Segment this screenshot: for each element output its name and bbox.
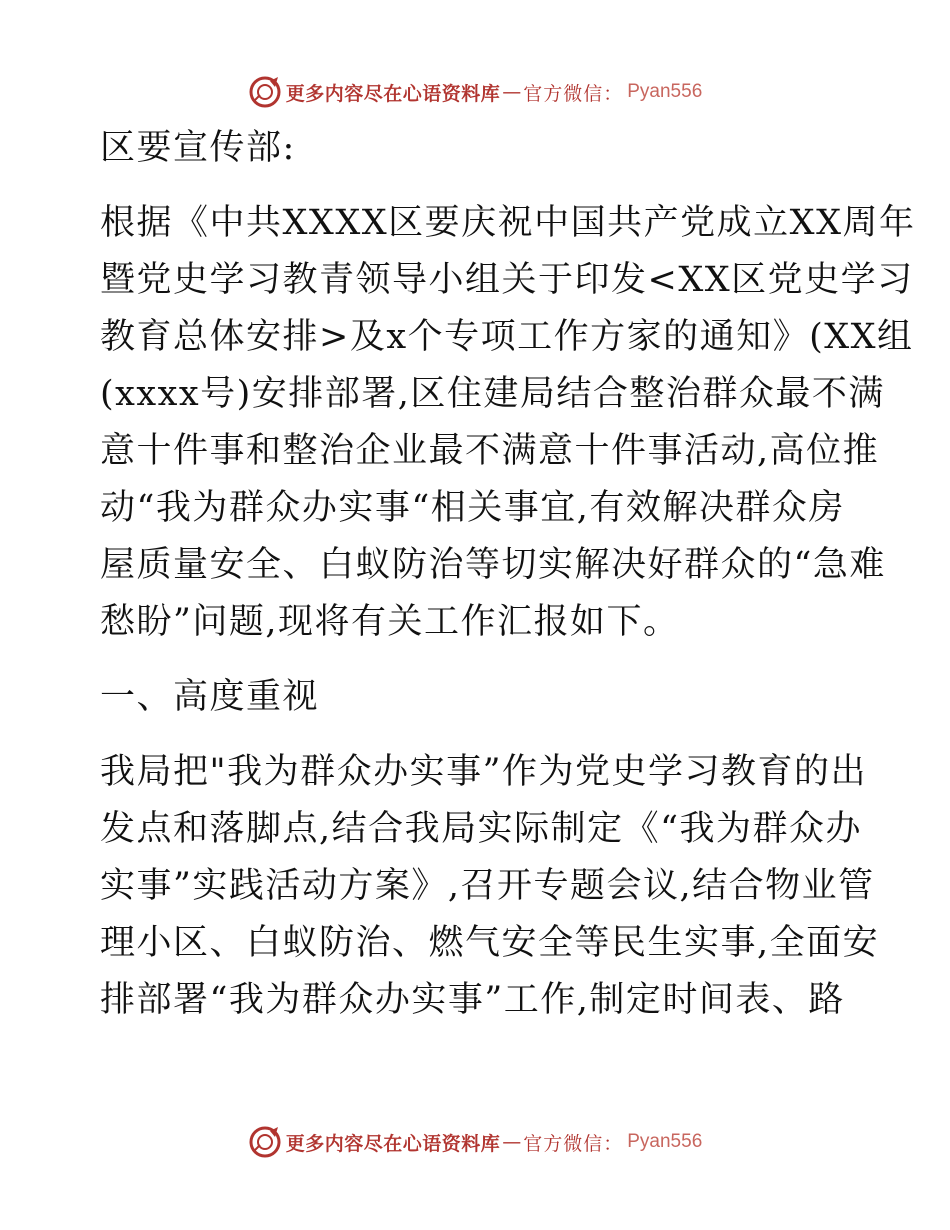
brand-name: 更多内容尽在心语资料库 xyxy=(285,1132,501,1155)
banner-separator: — xyxy=(502,1131,522,1153)
paragraph-line: 屋质量安全、白蚁防治等切实解决好群众的“急难 xyxy=(100,545,886,585)
header-watermark xyxy=(0,72,950,112)
paragraph-line: 排部署“我为群众办实事”工作,制定时间表、路 xyxy=(100,980,845,1020)
wechat-handle: Pyan556 xyxy=(627,81,703,102)
paragraph-line: 意十件事和整治企业最不满意十件事活动,高位推 xyxy=(100,431,880,471)
document-body xyxy=(100,120,916,1029)
paragraph-line: 理小区、白蚁防治、燃气安全等民生实事,全面安 xyxy=(100,923,880,963)
paragraph-line: 我局把"我为群众办实事”作为党史学习教育的出 xyxy=(100,752,867,792)
paragraph-line: 实事”实践活动方案》,召开专题会议,结合物业管 xyxy=(100,866,875,906)
paragraph-line: 暨党史学习教青领导小组关于印发<XX区党史学习 xyxy=(100,260,914,300)
paragraph-line: 教育总体安排>及x个专项工作方家的通知》(XX组 xyxy=(100,317,914,357)
paragraph-2 xyxy=(100,744,880,1029)
brand-logo-icon xyxy=(248,1125,282,1159)
paragraph-line: 动“我为群众办实事“相关事宜,有效解决群众房 xyxy=(100,488,845,528)
wechat-label: 官方微信： xyxy=(523,82,624,105)
salutation: 区要宣传部: xyxy=(100,128,296,168)
paragraph-line: 根据《中共XXXX区要庆祝中国共产党成立XX周年 xyxy=(100,203,916,243)
brand-logo-icon xyxy=(248,75,282,109)
wechat-label: 官方微信： xyxy=(523,1132,624,1155)
paragraph-line: 愁盼”问题,现将有关工作汇报如下。 xyxy=(100,602,680,642)
brand-name: 更多内容尽在心语资料库 xyxy=(285,82,501,105)
paragraph-line: 发点和落脚点,结合我局实际制定《“我为群众办 xyxy=(100,809,863,849)
banner-separator: — xyxy=(502,81,522,103)
footer-watermark xyxy=(0,1122,950,1162)
wechat-handle: Pyan556 xyxy=(627,1131,703,1152)
paragraph-line: (xxxx号)安排部署,区住建局结合整治群众最不满 xyxy=(100,374,885,414)
section-heading: 一、高度重视 xyxy=(100,677,320,717)
paragraph-1 xyxy=(100,195,916,651)
